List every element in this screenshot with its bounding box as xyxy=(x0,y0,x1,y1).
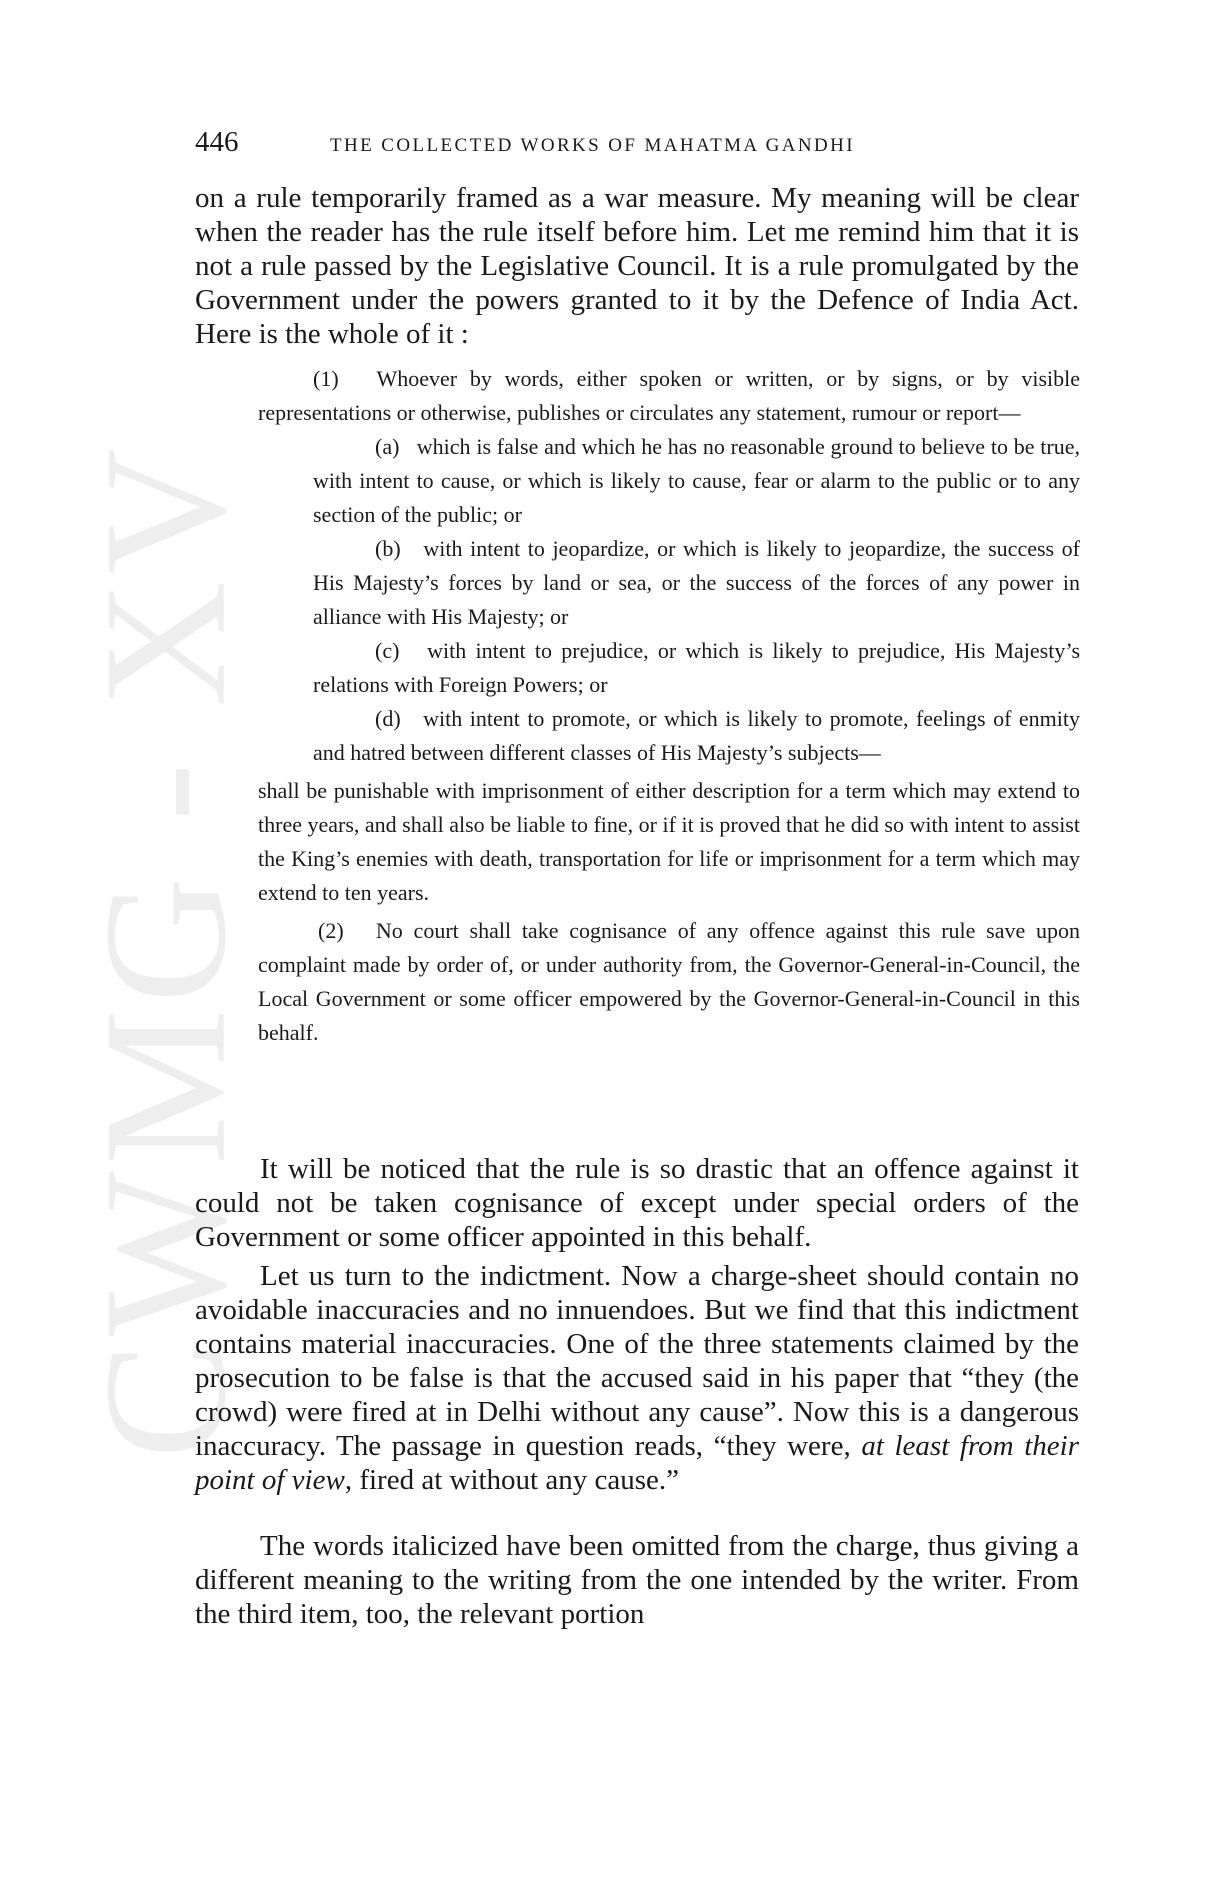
running-head: THE COLLECTED WORKS OF MAHATMA GANDHI xyxy=(330,135,855,156)
clause-2-text: No court shall take cognisance of any offence against this rule save upon complaint made by order of, or under authority from, the Governor-General-in-Council, the Local Government or some officer empowered by the Governor-General-in-Council in this behalf. xyxy=(258,918,1080,1045)
item-c-text: with intent to prejudice, or which is likely to prejudice, His Majesty’s relations with Foreign Powers; or xyxy=(313,638,1081,697)
rule-item-b xyxy=(313,532,1080,634)
paragraph-3-part-2: , fired at without any cause.” xyxy=(344,1464,680,1496)
item-c-label: (c) xyxy=(375,638,400,663)
rule-item-c xyxy=(313,634,1080,702)
item-b-text: with intent to jeopardize, or which is likely to jeopardize, the success of His Majesty’s forces by land or sea, or the success of the forces of any power in alliance with His Majesty; or xyxy=(313,536,1080,629)
rule-clause-2 xyxy=(258,914,1080,1050)
rule-clause-1 xyxy=(258,362,1080,430)
page-header xyxy=(195,126,1085,166)
paragraph-4: The words italicized have been omitted from the charge, thus giving a different meaning to the writing from the one intended by the writer. From the third item, too, the relevant portion xyxy=(195,1530,1079,1630)
paragraph-3 xyxy=(195,1259,1079,1497)
clause-1-label: (1) xyxy=(313,366,339,391)
page-number: 446 xyxy=(195,126,239,158)
paragraph-3-italic: at least from their point of view xyxy=(195,1430,1079,1496)
clause-2-label: (2) xyxy=(318,918,344,943)
item-d-label: (d) xyxy=(375,706,401,731)
paragraph-2: It will be noticed that the rule is so drastic that an offence against it could not be taken cognisance of except under special orders of the Government or some officer appointed in this behalf. xyxy=(195,1153,1079,1253)
item-a-text: which is false and which he has no reasonable ground to believe to be true, with intent to cause, or which is likely to cause, fear or alarm to the public or to any section of the public; or xyxy=(313,434,1081,527)
rule-item-d xyxy=(313,702,1080,770)
item-b-label: (b) xyxy=(375,536,401,561)
paragraph-3-part-1: Let us turn to the indictment. Now a charge-sheet should contain no avoidable inaccuracies and no innuendoes. But we find that this indictment contains material inaccuracies. One of the three statements claimed by the prosecution to be false is that the accused said in his paper that “they (the crowd) were fired at in Delhi without any cause”. Now this is a dangerous inaccuracy. The passage in question reads, “they were, xyxy=(195,1260,1079,1462)
rule-penalty: shall be punishable with imprisonment of either description for a term which may extend to three years, and shall also be liable to fine, or if it is proved that he did so with intent to assist the King’s enemies with death, transportation for life or imprisonment for a term which may extend to ten years. xyxy=(258,778,1080,905)
paragraph-opening: on a rule temporarily framed as a war measure. My meaning will be clear when the reader has the rule itself before him. Let me remind him that it is not a rule passed by the Legislative Council. It is a rule promulgated by the Government under the powers granted to it by the Defence of India Act. Here is the whole of it : xyxy=(195,182,1079,350)
watermark-text: CWMG - XV xyxy=(67,441,262,1459)
item-a-label: (a) xyxy=(375,434,400,459)
rule-quotation xyxy=(258,362,1080,1050)
rule-item-a xyxy=(313,430,1080,532)
item-d-text: with intent to promote, or which is likely to promote, feelings of enmity and hatred between different classes of His Majesty’s subjects— xyxy=(313,706,1080,765)
clause-1-text: Whoever by words, either spoken or written, or by signs, or by visible representations or otherwise, publishes or circulates any statement, rumour or report— xyxy=(258,366,1080,425)
